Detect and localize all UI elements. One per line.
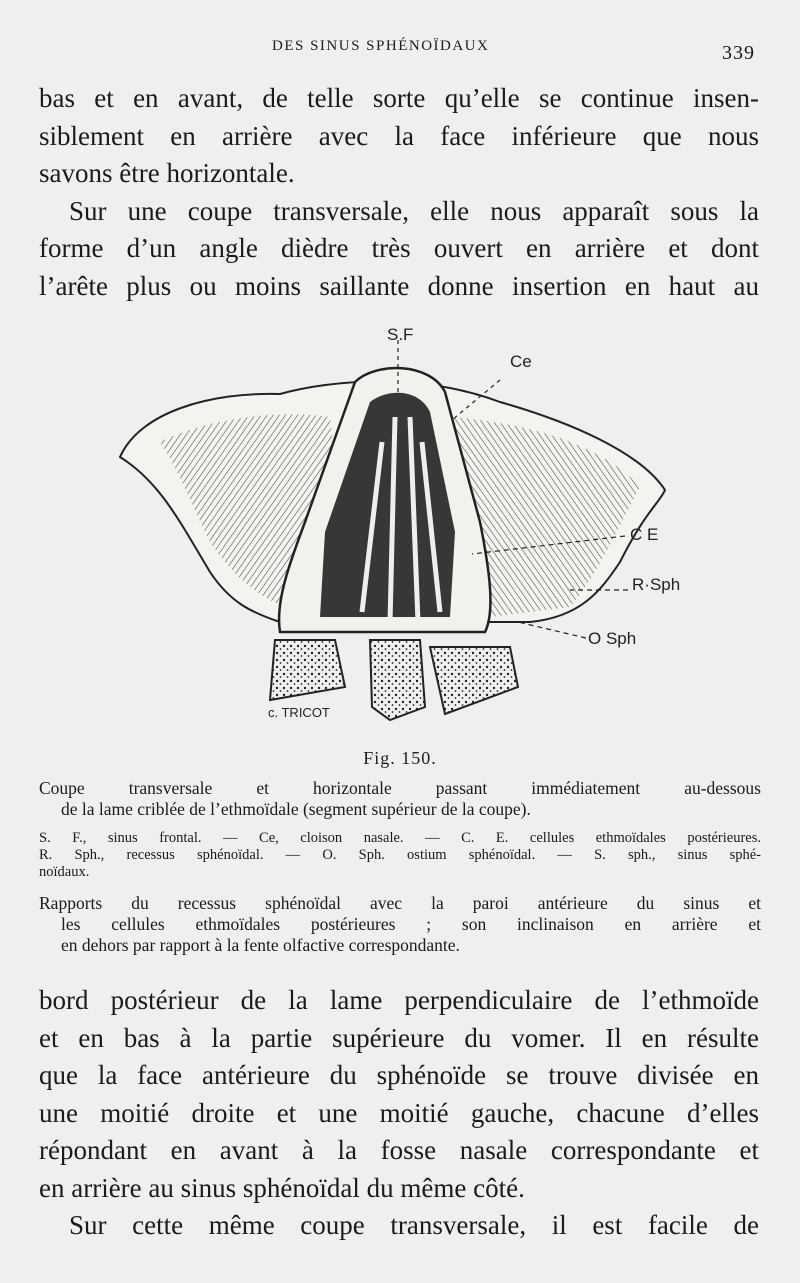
text-line: forme d’un angle dièdre très ouvert en arrière et dont xyxy=(39,233,759,263)
figure-legend xyxy=(39,830,761,881)
text-line: savons être horizontale. xyxy=(39,158,295,188)
figure-caption xyxy=(39,778,761,820)
lower-right-block xyxy=(430,647,518,714)
running-title: DES SINUS SPHÉNOÏDAUX xyxy=(272,38,490,54)
label-ce: Ce xyxy=(510,352,532,371)
top-text-block xyxy=(39,80,759,305)
text-line: l’arête plus ou moins saillante donne insertion en haut au xyxy=(39,270,759,301)
text-line: bord postérieur de la lame perpendiculaire de l’ethmoïde xyxy=(39,985,759,1015)
caption-line: les cellules ethmoïdales postérieures ; son inclinaison en arrière et xyxy=(61,914,761,934)
engraver-signature: c. TRICOT xyxy=(268,705,330,720)
lower-center-block xyxy=(370,640,425,720)
figure-caption-secondary xyxy=(39,893,761,956)
label-rsph: R·Sph xyxy=(632,575,681,594)
caption-line: Coupe transversale et horizontale passant immédiatement au-dessous xyxy=(39,778,761,798)
legend-line: R. Sph., recessus sphénoïdal. — O. Sph. ostium sphénoïdal. — S. sph., sinus sphé- xyxy=(39,847,761,863)
label-sf: S.F xyxy=(387,325,414,344)
legend-line: S. F., sinus frontal. — Ce, cloison nasale. — C. E. cellules ethmoïdales postérieures. xyxy=(39,830,761,846)
text-line: et en bas à la partie supérieure du vomer. Il en résulte xyxy=(39,1022,759,1053)
lower-left-block xyxy=(270,640,345,700)
figure-illustration xyxy=(100,322,720,742)
paragraph xyxy=(39,982,759,1207)
paragraph xyxy=(39,193,759,306)
paragraph xyxy=(39,80,759,193)
text-line: répondant en avant à la fosse nasale correspondante et xyxy=(39,1135,759,1165)
text-line: une moitié droite et une moitié gauche, chacune d’elles xyxy=(39,1097,759,1128)
legend-line: noïdaux. xyxy=(39,864,90,880)
label-osph: O Sph xyxy=(588,629,637,648)
paragraph xyxy=(39,1207,759,1245)
text-line: siblement en arrière avec la face inférieure que nous xyxy=(39,120,759,151)
bottom-text-block xyxy=(39,982,759,1245)
figure-number: Fig. 150. xyxy=(363,748,437,768)
text-line: en arrière au sinus sphénoïdal du même côté. xyxy=(39,1172,525,1203)
page-number: 339 xyxy=(722,42,755,64)
running-head xyxy=(0,38,800,64)
text-line: bas et en avant, de telle sorte qu’elle se continue insen- xyxy=(39,83,759,113)
caption-line: de la lame criblée de l’ethmoïdale (segment supérieur de la coupe). xyxy=(61,799,531,819)
caption-line: Rapports du recessus sphénoïdal avec la paroi antérieure du sinus et xyxy=(39,893,761,913)
text-line: que la face antérieure du sphénoïde se trouve divisée en xyxy=(39,1060,759,1090)
anatomical-figure xyxy=(100,322,720,742)
label-ce-upper: C E xyxy=(630,525,659,544)
text-line: Sur cette même coupe transversale, il est facile de xyxy=(69,1210,759,1240)
text-line: Sur une coupe transversale, elle nous apparaît sous la xyxy=(69,195,759,226)
osph-leader xyxy=(518,622,586,638)
caption-line: en dehors par rapport à la fente olfactive correspondante. xyxy=(61,935,460,955)
